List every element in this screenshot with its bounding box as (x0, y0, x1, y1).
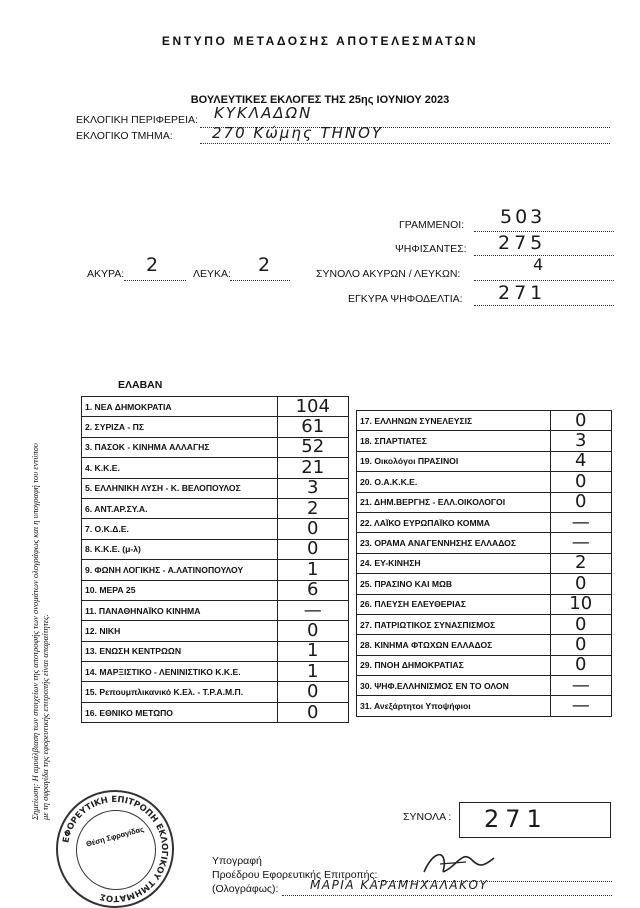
party-row (82, 662, 349, 682)
stamp-ring-text (58, 792, 172, 906)
party-votes: 0 (550, 635, 611, 655)
total-value: 271 (484, 805, 548, 833)
valid-line (474, 305, 614, 306)
blank-line (230, 280, 290, 281)
valid-label: ΕΓΚΥΡΑ ΨΗΦΟΔΕΛΤΙΑ: (348, 293, 463, 305)
results-table-right (356, 410, 612, 717)
party-row (82, 600, 349, 620)
party-votes: 0 (277, 621, 348, 641)
party-votes: — (550, 533, 611, 553)
party-row (82, 641, 349, 661)
party-name: 5. ΕΛΛΗΝΙΚΗ ΛΥΣΗ - Κ. ΒΕΛΟΠΟΥΛΟΣ (82, 478, 278, 498)
party-name: 4. Κ.Κ.Ε. (82, 458, 278, 478)
side-note: Σημείωση: Η αμυάλβιαση των στοιχείων της αποτροφής των ονομάτων ολογράφως και η υπογραφή του εντύπου με τη σφραγίδα της εφορευτικής επιτροπής είναι απαραίτητες. (30, 443, 50, 820)
party-row (357, 655, 612, 675)
party-row (357, 635, 612, 655)
party-name: 12. ΝΙΚΗ (82, 621, 278, 641)
party-votes: 52 (277, 437, 348, 457)
party-name: 6. ΑΝΤ.ΑΡ.ΣΥ.Α. (82, 498, 278, 518)
party-name: 24. ΕΥ-ΚΙΝΗΣΗ (357, 553, 551, 573)
stamp-center-text: Θέση Σφραγίδας (85, 824, 145, 849)
party-votes: 6 (277, 580, 348, 600)
party-votes: 3 (550, 431, 611, 451)
party-row (357, 574, 612, 594)
party-name: 26. ΠΛΕΥΣΗ ΕΛΕΥΘΕΡΙΑΣ (357, 594, 551, 614)
region-value: ΚΥΚΛΑΔΩΝ (214, 104, 313, 122)
committee-stamp (56, 790, 174, 908)
party-name: 20. Ο.Α.Κ.Κ.Ε. (357, 472, 551, 492)
party-votes: 4 (550, 451, 611, 471)
form-title: ΕΝΤΥΠΟ ΜΕΤΑΔΟΣΗΣ ΑΠΟΤΕΛΕΣΜΑΤΩΝ (161, 34, 479, 48)
voted-label: ΨΗΦΙΣΑΝΤΕΣ: (395, 243, 467, 255)
party-name: 23. ΟΡΑΜΑ ΑΝΑΓΕΝΝΗΣΗΣ ΕΛΛΑΔΟΣ (357, 533, 551, 553)
party-votes: 0 (550, 472, 611, 492)
blank-value: 2 (258, 254, 271, 276)
party-votes: 10 (550, 594, 611, 614)
party-name: 9. ΦΩΝΗ ΛΟΓΙΚΗΣ - Α.ΛΑΤΙΝΟΠΟΥΛΟΥ (82, 560, 278, 580)
party-votes: — (550, 676, 611, 696)
party-name: 14. ΜΑΡΞΙΣΤΙΚΟ - ΛΕΝΙΝΙΣΤΙΚΟ Κ.Κ.Ε. (82, 662, 278, 682)
party-row (357, 696, 612, 716)
election-subtitle: ΒΟΥΛΕΥΤΙΚΕΣ ΕΚΛΟΓΕΣ ΤΗΣ 25ης ΙΟΥΝΙΟΥ 2023 (190, 94, 450, 106)
party-name: 25. ΠΡΑΣΙΝΟ ΚΑΙ ΜΩΒ (357, 574, 551, 594)
registered-value: 503 (500, 206, 546, 228)
party-name: 15. Ρεπουμπλικανικό Κ.Ελ. - Τ.Ρ.Α.Μ.Π. (82, 682, 278, 702)
registered-label: ΓΡΑΜΜΕΝΟΙ: (399, 219, 465, 231)
party-votes: 1 (277, 560, 348, 580)
party-votes: 2 (277, 498, 348, 518)
voted-line (474, 255, 614, 256)
party-name: 3. ΠΑΣΟΚ - ΚΙΝΗΜΑ ΑΛΛΑΓΗΣ (82, 437, 278, 457)
party-row (357, 431, 612, 451)
party-votes: 0 (550, 655, 611, 675)
party-row (82, 397, 349, 417)
party-votes: — (550, 696, 611, 716)
party-votes: 0 (550, 574, 611, 594)
party-name: 27. ΠΑΤΡΙΩΤΙΚΟΣ ΣΥΝΑΣΠΙΣΜΟΣ (357, 614, 551, 634)
section-line (200, 143, 610, 144)
invalid-line (124, 280, 186, 281)
party-name: 13. ΕΝΩΣΗ ΚΕΝΤΡΩΩΝ (82, 641, 278, 661)
party-name: 22. ΛΑΪΚΟ ΕΥΡΩΠΑΪΚΟ ΚΟΜΜΑ (357, 512, 551, 532)
party-name: 31. Ανεξάρτητοι Υποψήφιοι (357, 696, 551, 716)
party-row (82, 702, 349, 722)
section-label: ΕΚΛΟΓΙΚΟ ΤΜΗΜΑ: (76, 130, 173, 142)
party-name: 7. Ο.Κ.Δ.Ε. (82, 519, 278, 539)
party-name: 30. ΨΗΦ.ΕΛΛΗΝΙΣΜΟΣ ΕΝ ΤΟ ΟΛΟΝ (357, 676, 551, 696)
party-row (82, 560, 349, 580)
party-votes: 104 (277, 397, 348, 417)
party-row (357, 594, 612, 614)
svg-text:ΕΦΟΡΕΥΤΙΚΗ ΕΠΙΤΡΟΠΗ ΕΚΛΟΓΙΚΟΥ: ΕΦΟΡΕΥΤΙΚΗ ΕΠΙΤΡΟΠΗ ΕΚΛΟΓΙΚΟΥ ΤΜΗΜΑΤΟΣ (61, 794, 170, 904)
invalid-label: ΑΚΥΡΑ: (87, 268, 125, 280)
party-votes: 0 (550, 614, 611, 634)
party-name: 10. ΜΕΡΑ 25 (82, 580, 278, 600)
party-name: 16. ΕΘΝΙΚΟ ΜΕΤΩΠΟ (82, 702, 278, 722)
section-value: 270 Κώμης ΤΗΝΟΥ (212, 124, 384, 142)
blank-label: ΛΕΥΚΑ: (193, 268, 231, 280)
party-row (82, 478, 349, 498)
president-label: Προέδρου Εφορευτικής Επιτροπής: (212, 869, 378, 881)
invalid-blank-total-line (474, 280, 614, 281)
results-heading: ΕΛΑΒΑΝ (118, 379, 163, 391)
party-row (357, 533, 612, 553)
party-row (82, 682, 349, 702)
party-name: 2. ΣΥΡΙΖΑ - ΠΣ (82, 417, 278, 437)
party-votes: 1 (277, 662, 348, 682)
party-row (82, 417, 349, 437)
party-votes: 0 (277, 702, 348, 722)
party-name: 21. ΔΗΜ.ΒΕΡΓΗΣ - ΕΛΛ.ΟΙΚΟΛΟΓΟΙ (357, 492, 551, 512)
party-row (357, 553, 612, 573)
party-name: 28. ΚΙΝΗΜΑ ΦΤΩΧΩΝ ΕΛΛΑΔΟΣ (357, 635, 551, 655)
party-votes: 0 (550, 492, 611, 512)
party-votes: 2 (550, 553, 611, 573)
party-row (82, 498, 349, 518)
fullname-line (282, 895, 612, 896)
party-row (357, 411, 612, 431)
valid-value: 271 (498, 282, 547, 304)
party-row (357, 492, 612, 512)
party-row (357, 451, 612, 471)
invalid-value: 2 (146, 254, 159, 276)
party-row (82, 519, 349, 539)
party-votes: 0 (550, 411, 611, 431)
party-row (82, 580, 349, 600)
party-name: 1. ΝΕΑ ΔΗΜΟΚΡΑΤΙΑ (82, 397, 278, 417)
party-votes: 1 (277, 641, 348, 661)
party-row (82, 539, 349, 559)
results-table-left (81, 396, 349, 723)
party-votes: 0 (277, 519, 348, 539)
party-votes: 21 (277, 458, 348, 478)
party-row (357, 512, 612, 532)
party-votes: 0 (277, 539, 348, 559)
party-row (357, 676, 612, 696)
party-name: 18. ΣΠΑΡΤΙΑΤΕΣ (357, 431, 551, 451)
party-votes: — (550, 512, 611, 532)
party-row (82, 437, 349, 457)
party-row (82, 621, 349, 641)
total-label: ΣΥΝΟΛΑ : (403, 811, 452, 823)
party-name: 11. ΠΑΝΑΘΗΝΑΪΚΟ ΚΙΝΗΜΑ (82, 600, 278, 620)
party-name: 8. Κ.Κ.Ε. (μ-λ) (82, 539, 278, 559)
handwritten-signature (420, 846, 500, 882)
party-row (357, 472, 612, 492)
invalid-blank-total-value: 4 (533, 255, 544, 274)
invalid-blank-total-label: ΣΥΝΟΛΟ ΑΚΥΡΩΝ / ΛΕΥΚΩΝ: (316, 268, 461, 280)
party-votes: — (277, 600, 348, 620)
party-name: 19. Οικολόγοι ΠΡΑΣΙΝΟΙ (357, 451, 551, 471)
party-row (357, 614, 612, 634)
party-votes: 3 (277, 478, 348, 498)
president-name: ΜΑΡΙΑ ΚΑΡΑΜΗΧΑΛΑΚΟΥ (310, 878, 489, 892)
region-label: ΕΚΛΟΓΙΚΗ ΠΕΡΙΦΕΡΕΙΑ: (76, 114, 198, 126)
party-name: 29. ΠΝΟΗ ΔΗΜΟΚΡΑΤΙΑΣ (357, 655, 551, 675)
signature-label: Υπογραφή (212, 855, 262, 867)
party-votes: 61 (277, 417, 348, 437)
fullname-label: (Ολογράφως): (212, 883, 279, 895)
voted-value: 275 (498, 232, 547, 254)
party-row (82, 458, 349, 478)
party-name: 17. ΕΛΛΗΝΩΝ ΣΥΝΕΛΕΥΣΙΣ (357, 411, 551, 431)
party-votes: 0 (277, 682, 348, 702)
